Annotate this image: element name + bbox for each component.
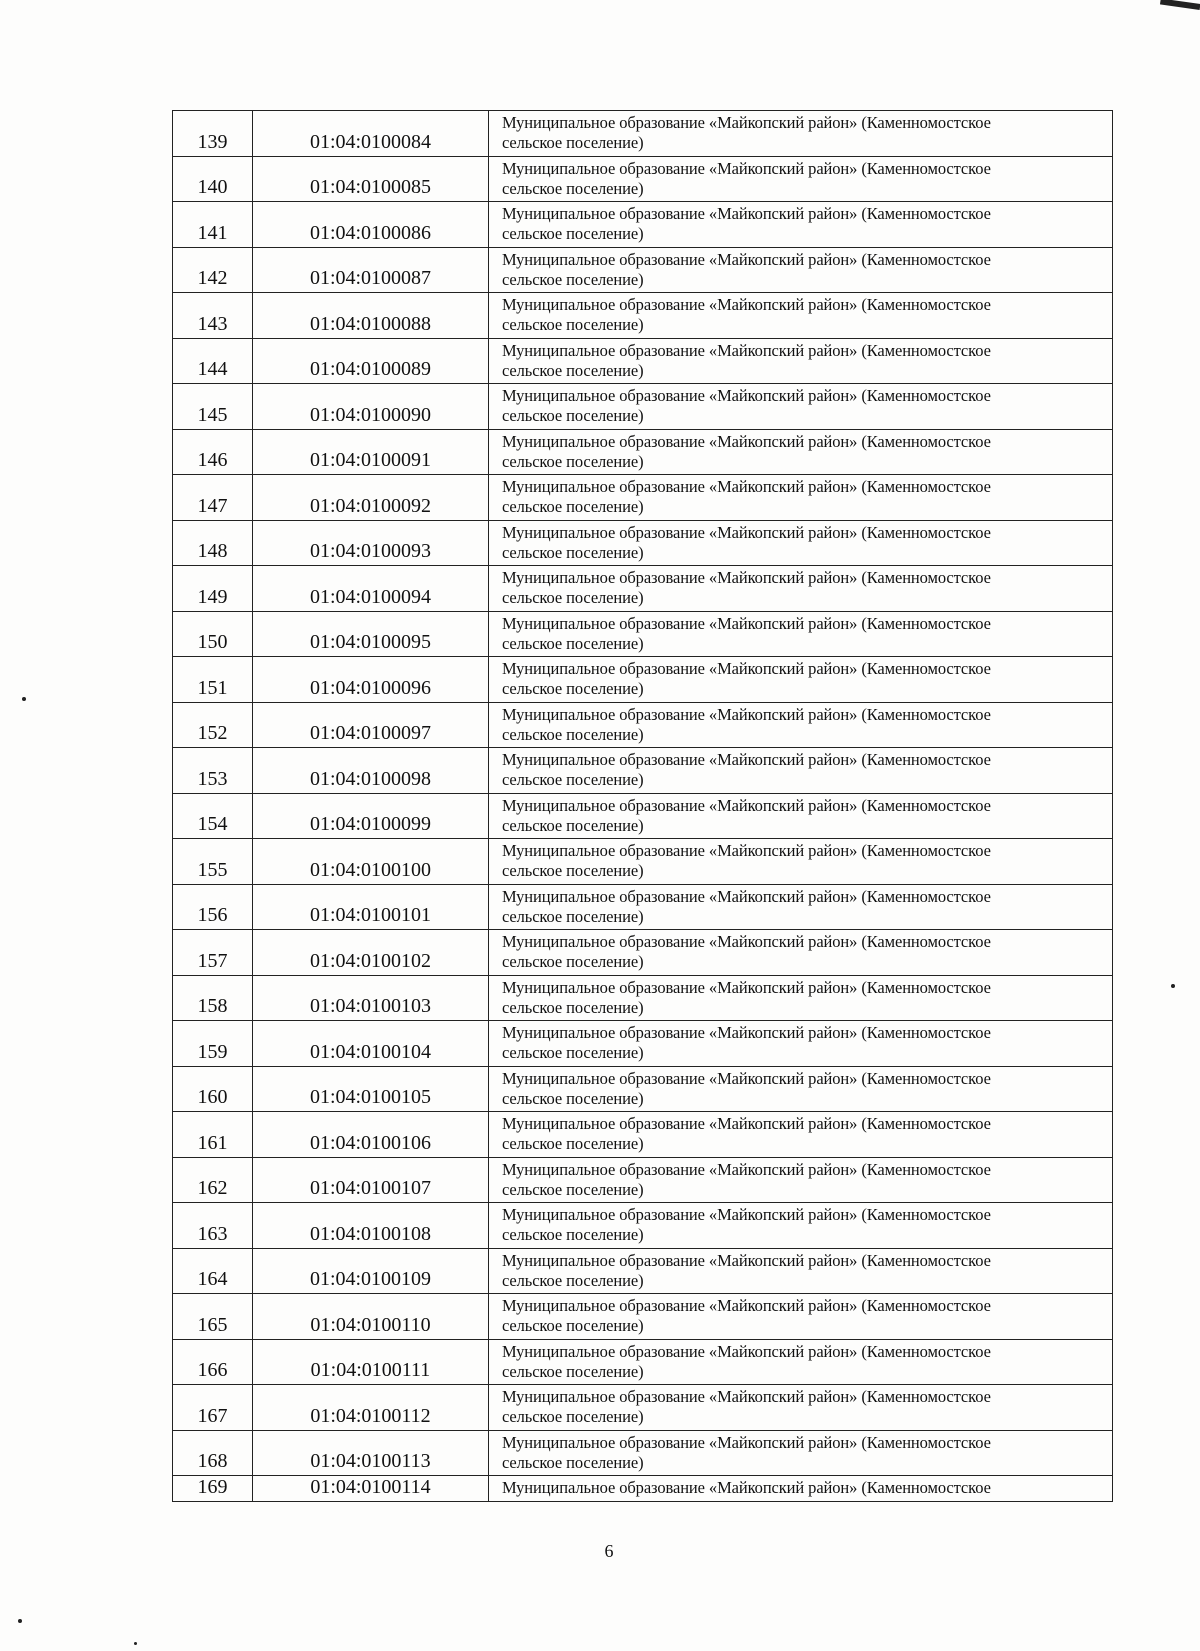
- cadastral-number-cell: 01:04:0100104: [253, 1021, 489, 1067]
- owner-line-2: сельское поселение): [502, 451, 644, 471]
- owner-line-1: Муниципальное образование «Майкопский район» (Каменномостское: [502, 1478, 991, 1497]
- owner-line-2: сельское поселение): [502, 315, 644, 334]
- owner-line-1: Муниципальное образование «Майкопский район» (Каменномостское: [502, 431, 991, 451]
- owner-cell: [489, 884, 1113, 930]
- table-body: [173, 111, 1113, 1502]
- row-number-cell: 143: [173, 293, 253, 339]
- table-row: [173, 475, 1113, 521]
- owner-line-2: сельское поселение): [502, 1407, 644, 1426]
- row-number-cell: 148: [173, 520, 253, 566]
- row-number-cell: 161: [173, 1112, 253, 1158]
- table-row: [173, 657, 1113, 703]
- table-row: [173, 1430, 1113, 1476]
- owner-line-1: Муниципальное образование «Майкопский район» (Каменномостское: [502, 340, 991, 360]
- cadastral-number-cell: 01:04:0100087: [253, 247, 489, 293]
- owner-line-2: сельское поселение): [502, 542, 644, 562]
- owner-line-1: Муниципальное образование «Майкопский район» (Каменномостское: [502, 477, 991, 496]
- table-row: [173, 338, 1113, 384]
- owner-cell: [489, 1021, 1113, 1067]
- row-number-cell: 146: [173, 429, 253, 475]
- owner-line-1: Муниципальное образование «Майкопский район» (Каменномостское: [502, 795, 991, 815]
- row-number-cell: 142: [173, 247, 253, 293]
- row-number-cell: 157: [173, 930, 253, 976]
- scan-speck: [18, 1619, 22, 1623]
- owner-cell: [489, 1476, 1113, 1502]
- owner-cell: [489, 702, 1113, 748]
- table-row: [173, 247, 1113, 293]
- owner-line-2: сельское поселение): [502, 1088, 644, 1108]
- row-number-cell: 167: [173, 1385, 253, 1431]
- owner-line-1: Муниципальное образование «Майкопский район» (Каменномостское: [502, 977, 991, 997]
- owner-cell: [489, 611, 1113, 657]
- owner-line-1: Муниципальное образование «Майкопский район» (Каменномостское: [502, 1296, 991, 1315]
- owner-cell: [489, 1430, 1113, 1476]
- owner-line-2: сельское поселение): [502, 1270, 644, 1290]
- cadastral-number-cell: 01:04:0100101: [253, 884, 489, 930]
- owner-line-1: Муниципальное образование «Майкопский район» (Каменномостское: [502, 659, 991, 678]
- cadastral-number-cell: 01:04:0100103: [253, 975, 489, 1021]
- table-row: [173, 111, 1113, 157]
- owner-cell: [489, 1066, 1113, 1112]
- owner-line-2: сельское поселение): [502, 1361, 644, 1381]
- owner-line-1: Муниципальное образование «Майкопский район» (Каменномостское: [502, 841, 991, 860]
- cadastral-number-cell: 01:04:0100088: [253, 293, 489, 339]
- cadastral-number-cell: 01:04:0100094: [253, 566, 489, 612]
- row-number-cell: 155: [173, 839, 253, 885]
- owner-line-2: сельское поселение): [502, 1316, 644, 1335]
- owner-line-1: Муниципальное образование «Майкопский район» (Каменномостское: [502, 704, 991, 724]
- row-number-cell: 165: [173, 1294, 253, 1340]
- owner-line-1: Муниципальное образование «Майкопский район» (Каменномостское: [502, 1250, 991, 1270]
- owner-line-1: Муниципальное образование «Майкопский район» (Каменномостское: [502, 568, 991, 587]
- land-plots-table: [172, 110, 1113, 1502]
- cadastral-number-cell: 01:04:0100106: [253, 1112, 489, 1158]
- owner-cell: [489, 975, 1113, 1021]
- row-number-cell: 140: [173, 156, 253, 202]
- row-number-cell: 152: [173, 702, 253, 748]
- owner-cell: [489, 930, 1113, 976]
- owner-cell: [489, 1112, 1113, 1158]
- table-row: [173, 384, 1113, 430]
- owner-line-1: Муниципальное образование «Майкопский район» (Каменномостское: [502, 1432, 991, 1452]
- owner-cell: [489, 384, 1113, 430]
- cadastral-number-cell: 01:04:0100105: [253, 1066, 489, 1112]
- owner-line-1: Муниципальное образование «Майкопский район» (Каменномостское: [502, 1387, 991, 1406]
- table-row: [173, 1066, 1113, 1112]
- owner-line-2: сельское поселение): [502, 1134, 644, 1153]
- table-row: [173, 1294, 1113, 1340]
- cadastral-number-cell: 01:04:0100097: [253, 702, 489, 748]
- row-number-cell: 149: [173, 566, 253, 612]
- owner-cell: [489, 1294, 1113, 1340]
- cadastral-number-cell: 01:04:0100109: [253, 1248, 489, 1294]
- cadastral-number-cell: 01:04:0100098: [253, 748, 489, 794]
- cadastral-number-cell: 01:04:0100085: [253, 156, 489, 202]
- owner-line-2: сельское поселение): [502, 1043, 644, 1062]
- scan-speck: [22, 697, 26, 701]
- owner-cell: [489, 1385, 1113, 1431]
- owner-cell: [489, 475, 1113, 521]
- table-row: [173, 520, 1113, 566]
- row-number-cell: 166: [173, 1339, 253, 1385]
- table-row: [173, 1203, 1113, 1249]
- owner-line-1: Муниципальное образование «Майкопский район» (Каменномостское: [502, 613, 991, 633]
- page-number: 6: [604, 1541, 614, 1561]
- owner-line-2: сельское поселение): [502, 133, 644, 152]
- owner-line-1: Муниципальное образование «Майкопский район» (Каменномостское: [502, 750, 991, 769]
- table-row: [173, 566, 1113, 612]
- owner-line-1: Муниципальное образование «Майкопский район» (Каменномостское: [502, 1159, 991, 1179]
- cadastral-number-cell: 01:04:0100110: [253, 1294, 489, 1340]
- owner-line-2: сельское поселение): [502, 952, 644, 971]
- owner-line-2: сельское поселение): [502, 588, 644, 607]
- row-number-cell: 144: [173, 338, 253, 384]
- owner-line-2: сельское поселение): [502, 497, 644, 516]
- owner-line-2: сельское поселение): [502, 360, 644, 380]
- cadastral-number-cell: 01:04:0100099: [253, 793, 489, 839]
- owner-cell: [489, 156, 1113, 202]
- row-number-cell: 159: [173, 1021, 253, 1067]
- table-row: [173, 884, 1113, 930]
- table-row: [173, 702, 1113, 748]
- owner-cell: [489, 338, 1113, 384]
- table-row: [173, 429, 1113, 475]
- table-row: [173, 1339, 1113, 1385]
- owner-line-1: Муниципальное образование «Майкопский район» (Каменномостское: [502, 1114, 991, 1133]
- table-row: [173, 930, 1113, 976]
- row-number-cell: 151: [173, 657, 253, 703]
- owner-cell: [489, 202, 1113, 248]
- cadastral-number-cell: 01:04:0100107: [253, 1157, 489, 1203]
- table-row: [173, 1248, 1113, 1294]
- owner-cell: [489, 657, 1113, 703]
- cadastral-number-cell: 01:04:0100092: [253, 475, 489, 521]
- table-row: [173, 156, 1113, 202]
- owner-line-2: сельское поселение): [502, 178, 644, 198]
- table-row: [173, 839, 1113, 885]
- scan-speck: [134, 1642, 137, 1645]
- owner-line-2: сельское поселение): [502, 679, 644, 698]
- owner-line-1: Муниципальное образование «Майкопский район» (Каменномостское: [502, 1341, 991, 1361]
- owner-line-1: Муниципальное образование «Майкопский район» (Каменномостское: [502, 1205, 991, 1224]
- scan-corner-mark: [1160, 0, 1200, 10]
- owner-line-1: Муниципальное образование «Майкопский район» (Каменномостское: [502, 295, 991, 314]
- owner-line-2: сельское поселение): [502, 861, 644, 880]
- row-number-cell: 153: [173, 748, 253, 794]
- owner-cell: [489, 1339, 1113, 1385]
- row-number-cell: 160: [173, 1066, 253, 1112]
- row-number-cell: 162: [173, 1157, 253, 1203]
- row-number-cell: 145: [173, 384, 253, 430]
- owner-cell: [489, 839, 1113, 885]
- owner-cell: [489, 566, 1113, 612]
- owner-line-1: Муниципальное образование «Майкопский район» (Каменномостское: [502, 113, 991, 132]
- owner-line-2: сельское поселение): [502, 633, 644, 653]
- cadastral-number-cell: 01:04:0100108: [253, 1203, 489, 1249]
- cadastral-number-cell: 01:04:0100113: [253, 1430, 489, 1476]
- table-row: [173, 1112, 1113, 1158]
- owner-line-2: сельское поселение): [502, 1452, 644, 1472]
- owner-line-1: Муниципальное образование «Майкопский район» (Каменномостское: [502, 204, 991, 223]
- cadastral-number-cell: 01:04:0100086: [253, 202, 489, 248]
- cadastral-number-cell: 01:04:0100091: [253, 429, 489, 475]
- row-number-cell: 156: [173, 884, 253, 930]
- cadastral-number-cell: 01:04:0100100: [253, 839, 489, 885]
- owner-cell: [489, 429, 1113, 475]
- cadastral-number-cell: 01:04:0100084: [253, 111, 489, 157]
- owner-line-1: Муниципальное образование «Майкопский район» (Каменномостское: [502, 522, 991, 542]
- row-number-cell: 164: [173, 1248, 253, 1294]
- cadastral-number-cell: 01:04:0100093: [253, 520, 489, 566]
- owner-cell: [489, 748, 1113, 794]
- cadastral-number-cell: 01:04:0100095: [253, 611, 489, 657]
- cadastral-number-cell: 01:04:0100089: [253, 338, 489, 384]
- owner-line-1: Муниципальное образование «Майкопский район» (Каменномостское: [502, 158, 991, 178]
- table-row: [173, 1157, 1113, 1203]
- cadastral-number-cell: 01:04:0100096: [253, 657, 489, 703]
- owner-cell: [489, 1157, 1113, 1203]
- row-number-cell: 150: [173, 611, 253, 657]
- table-row: [173, 611, 1113, 657]
- owner-line-2: сельское поселение): [502, 815, 644, 835]
- owner-cell: [489, 1203, 1113, 1249]
- row-number-cell: 141: [173, 202, 253, 248]
- owner-line-2: сельское поселение): [502, 406, 644, 425]
- table-row: [173, 1476, 1113, 1502]
- owner-line-1: Муниципальное образование «Майкопский район» (Каменномостское: [502, 386, 991, 405]
- owner-line-1: Муниципальное образование «Майкопский район» (Каменномостское: [502, 1068, 991, 1088]
- scan-speck: [1171, 984, 1175, 988]
- owner-line-2: сельское поселение): [502, 724, 644, 744]
- owner-cell: [489, 293, 1113, 339]
- owner-cell: [489, 1248, 1113, 1294]
- owner-line-2: сельское поселение): [502, 1225, 644, 1244]
- owner-line-2: сельское поселение): [502, 906, 644, 926]
- owner-line-1: Муниципальное образование «Майкопский район» (Каменномостское: [502, 886, 991, 906]
- row-number-cell: 154: [173, 793, 253, 839]
- row-number-cell: 158: [173, 975, 253, 1021]
- owner-line-1: Муниципальное образование «Майкопский район» (Каменномостское: [502, 1023, 991, 1042]
- owner-cell: [489, 793, 1113, 839]
- cadastral-number-cell: 01:04:0100111: [253, 1339, 489, 1385]
- owner-line-1: Муниципальное образование «Майкопский район» (Каменномостское: [502, 932, 991, 951]
- cadastral-number-cell: 01:04:0100102: [253, 930, 489, 976]
- table-row: [173, 793, 1113, 839]
- table-row: [173, 975, 1113, 1021]
- row-number-cell: 163: [173, 1203, 253, 1249]
- table-row: [173, 1021, 1113, 1067]
- table-row: [173, 1385, 1113, 1431]
- owner-line-2: сельское поселение): [502, 770, 644, 789]
- cadastral-number-cell: 01:04:0100090: [253, 384, 489, 430]
- cadastral-number-cell: 01:04:0100112: [253, 1385, 489, 1431]
- owner-line-2: сельское поселение): [502, 1179, 644, 1199]
- owner-line-1: Муниципальное образование «Майкопский район» (Каменномостское: [502, 249, 991, 269]
- row-number-cell: 147: [173, 475, 253, 521]
- owner-cell: [489, 247, 1113, 293]
- owner-line-2: сельское поселение): [502, 224, 644, 243]
- table-row: [173, 748, 1113, 794]
- cadastral-number-cell: 01:04:0100114: [253, 1476, 489, 1502]
- owner-line-2: сельское поселение): [502, 997, 644, 1017]
- owner-cell: [489, 111, 1113, 157]
- row-number-cell: 169: [173, 1476, 253, 1502]
- owner-cell: [489, 520, 1113, 566]
- owner-line-2: сельское поселение): [502, 269, 644, 289]
- row-number-cell: 168: [173, 1430, 253, 1476]
- table-row: [173, 202, 1113, 248]
- table-row: [173, 293, 1113, 339]
- row-number-cell: 139: [173, 111, 253, 157]
